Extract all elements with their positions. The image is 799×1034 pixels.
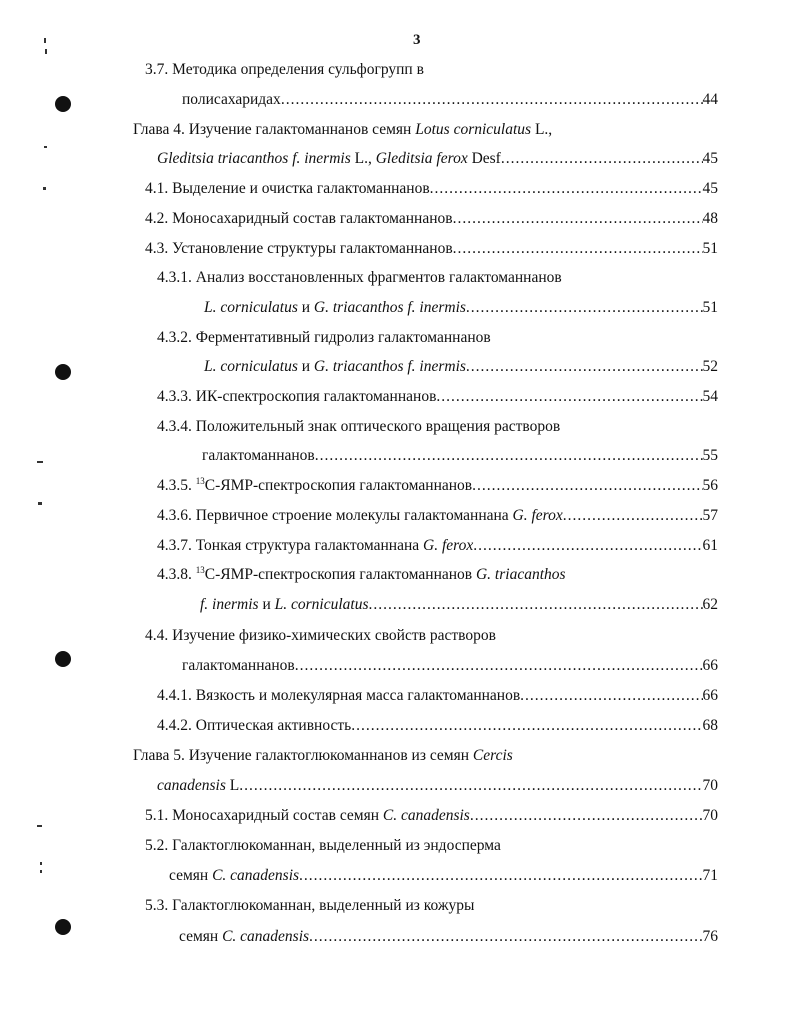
toc-4-4-title: 4.4. Изучение физико-химических свойств растворов bbox=[145, 627, 496, 644]
toc-entry-4-1[interactable] bbox=[145, 179, 718, 199]
toc-4-3-2-species-a: L. corniculatus bbox=[204, 358, 298, 375]
leader-dots bbox=[520, 686, 702, 706]
toc-4-4-1-page: 66 bbox=[702, 687, 718, 704]
toc-4-3-5-text: С-ЯМР-спектроскопия галактоманнанов bbox=[204, 477, 473, 494]
toc-entry-4-3-1[interactable] bbox=[204, 298, 718, 318]
leader-dots bbox=[239, 776, 702, 796]
toc-entry-3-7[interactable] bbox=[182, 90, 718, 110]
toc-entry-5-3[interactable] bbox=[179, 927, 718, 947]
toc-entry-4-3-3[interactable] bbox=[157, 387, 718, 407]
toc-4-3-2-title: 4.3.2. Ферментативный гидролиз галактоманнанов bbox=[157, 329, 491, 346]
toc-4-3-2-and: и bbox=[301, 358, 311, 375]
toc-4-3-5-num: 4.3.5. bbox=[157, 477, 192, 494]
toc-5-2-page: 71 bbox=[702, 867, 718, 884]
toc-5-2-cont: семян bbox=[169, 867, 209, 884]
leader-dots bbox=[368, 595, 702, 615]
toc-ch4-label: Глава 4. Изучение галактоманнанов семян bbox=[133, 121, 412, 138]
toc-ch4-title bbox=[133, 120, 552, 140]
toc-4-3-1-and: и bbox=[301, 299, 311, 316]
toc-ch4-species-2: Gleditsia triacanthos f. inermis bbox=[157, 150, 351, 167]
leader-dots bbox=[466, 357, 703, 377]
scan-speck bbox=[40, 870, 42, 873]
toc-4-3-text: 4.3. Установление структуры галактоманнанов bbox=[145, 240, 453, 257]
toc-entry-5-2[interactable] bbox=[169, 866, 718, 886]
leader-dots bbox=[466, 298, 703, 318]
toc-4-4-2-page: 68 bbox=[702, 717, 718, 734]
leader-dots bbox=[315, 446, 703, 466]
scan-speck bbox=[38, 502, 42, 505]
punch-hole-2 bbox=[55, 364, 71, 380]
scan-speck bbox=[44, 38, 46, 43]
scan-speck bbox=[40, 862, 42, 865]
toc-4-3-4-title: 4.3.4. Положительный знак оптического вращения растворов bbox=[157, 418, 561, 435]
toc-4-3-5-page: 56 bbox=[702, 477, 718, 494]
toc-4-3-1-title: 4.3.1. Анализ восстановленных фрагментов галактоманнанов bbox=[157, 269, 562, 286]
toc-ch4-species-1: Lotus corniculatus bbox=[415, 121, 532, 138]
leader-dots bbox=[436, 387, 702, 407]
toc-4-3-7-species: G. ferox bbox=[423, 537, 474, 554]
toc-4-3-1-species-a: L. corniculatus bbox=[204, 299, 298, 316]
toc-3-7-text: Методика определения сульфогрупп в bbox=[172, 61, 424, 78]
toc-ch4-species-3: Gleditsia ferox bbox=[375, 150, 468, 167]
toc-entry-4-3-2[interactable] bbox=[204, 357, 718, 377]
toc-4-3-2-page: 52 bbox=[702, 358, 718, 375]
punch-hole-1 bbox=[55, 96, 71, 112]
toc-4-3-8-and: и bbox=[262, 596, 271, 613]
toc-entry-4-3[interactable] bbox=[145, 239, 718, 259]
toc-entry-4-3-5[interactable] bbox=[157, 476, 718, 496]
toc-5-1-species: C. canadensis bbox=[382, 807, 470, 824]
leader-dots bbox=[351, 716, 702, 736]
toc-entry-4-3-4[interactable] bbox=[202, 446, 718, 466]
toc-3-7-page: 44 bbox=[702, 91, 718, 108]
leader-dots bbox=[473, 536, 702, 556]
toc-entry-4-3-6[interactable] bbox=[157, 506, 718, 526]
punch-hole-3 bbox=[55, 651, 71, 667]
toc-4-3-2-species-b: G. triacanthos f. inermis bbox=[313, 358, 466, 375]
toc-5-1-text: 5.1. Моносахаридный состав семян bbox=[145, 807, 379, 824]
toc-5-3-species: C. canadensis bbox=[222, 928, 310, 945]
toc-ch5-species-1: Cercis bbox=[472, 747, 513, 764]
toc-5-3-title: 5.3. Галактоглюкоманнан, выделенный из кожуры bbox=[145, 897, 475, 914]
leader-dots bbox=[453, 209, 703, 229]
leader-dots bbox=[295, 656, 703, 676]
toc-4-2-page: 48 bbox=[702, 210, 718, 227]
toc-ch5-page: 70 bbox=[702, 777, 718, 794]
page-number: 3 bbox=[413, 32, 421, 48]
toc-ch4-author-3: Desf bbox=[471, 150, 501, 167]
toc-4-3-4-cont: галактоманнанов bbox=[202, 447, 315, 464]
toc-4-3-8-sup: 13 bbox=[195, 565, 205, 575]
leader-dots bbox=[430, 179, 703, 199]
leader-dots bbox=[470, 806, 703, 826]
toc-ch4-page: 45 bbox=[702, 150, 718, 167]
toc-4-3-8-page: 62 bbox=[702, 596, 718, 613]
toc-entry-4-4-1[interactable] bbox=[157, 686, 718, 706]
toc-ch4-author-2: L., bbox=[354, 150, 372, 167]
toc-entry-4-3-8[interactable] bbox=[200, 595, 718, 615]
punch-hole-4 bbox=[55, 919, 71, 935]
toc-4-3-6-text: 4.3.6. Первичное строение молекулы галактоманнана bbox=[157, 507, 509, 524]
scan-speck bbox=[45, 49, 47, 54]
toc-4-3-7-page: 61 bbox=[702, 537, 718, 554]
toc-entry-4-4-2[interactable] bbox=[157, 716, 718, 736]
toc-ch4-author-1: L., bbox=[534, 121, 553, 138]
toc-5-1-page: 70 bbox=[702, 807, 718, 824]
toc-4-2-text: 4.2. Моносахаридный состав галактоманнанов bbox=[145, 210, 453, 227]
toc-3-7-cont: полисахаридах bbox=[182, 91, 281, 108]
toc-4-3-1-page: 51 bbox=[702, 299, 718, 316]
toc-entry-5-1[interactable] bbox=[145, 806, 718, 826]
toc-4-3-7-text: 4.3.7. Тонкая структура галактоманнана bbox=[157, 537, 420, 554]
toc-entry-ch4[interactable] bbox=[157, 149, 718, 169]
toc-5-3-page: 76 bbox=[702, 928, 718, 945]
toc-4-3-8-num: 4.3.8. bbox=[157, 566, 192, 583]
toc-3-7-title bbox=[145, 60, 424, 80]
toc-4-3-8-species-c: L. corniculatus bbox=[274, 596, 369, 613]
toc-4-4-cont: галактоманнанов bbox=[182, 657, 295, 674]
toc-4-1-page: 45 bbox=[702, 180, 718, 197]
toc-4-1-text: 4.1. Выделение и очистка галактоманнанов bbox=[145, 180, 430, 197]
toc-4-3-page: 51 bbox=[702, 240, 718, 257]
toc-ch5-title bbox=[133, 746, 513, 766]
toc-4-4-2-text: 4.4.2. Оптическая активность bbox=[157, 717, 352, 734]
toc-4-3-6-species: G. ferox bbox=[512, 507, 563, 524]
toc-4-3-8-text: С-ЯМР-спектроскопия галактоманнанов bbox=[204, 566, 473, 583]
leader-dots bbox=[472, 476, 702, 496]
leader-dots bbox=[309, 927, 702, 947]
toc-4-3-8-title bbox=[157, 565, 566, 585]
leader-dots bbox=[501, 149, 703, 169]
toc-4-3-3-text: 4.3.3. ИК-спектроскопия галактоманнанов bbox=[157, 388, 437, 405]
toc-ch5-species-2: canadensis bbox=[157, 777, 226, 794]
toc-5-3-cont: семян bbox=[179, 928, 219, 945]
toc-5-2-title: 5.2. Галактоглюкоманнан, выделенный из эндосперма bbox=[145, 837, 501, 854]
toc-entry-ch5[interactable] bbox=[157, 776, 718, 796]
toc-4-3-8-species-b: f. inermis bbox=[200, 596, 259, 613]
toc-4-3-4-page: 55 bbox=[702, 447, 718, 464]
scan-speck bbox=[37, 825, 42, 827]
toc-4-4-1-text: 4.4.1. Вязкость и молекулярная масса галактоманнанов bbox=[157, 687, 521, 704]
toc-4-3-1-species-b: G. triacanthos f. inermis bbox=[313, 299, 466, 316]
toc-4-3-3-page: 54 bbox=[702, 388, 718, 405]
toc-entry-4-3-7[interactable] bbox=[157, 536, 718, 556]
toc-ch5-label: Глава 5. Изучение галактоглюкоманнанов из семян bbox=[133, 747, 470, 764]
leader-dots bbox=[281, 90, 703, 110]
leader-dots bbox=[299, 866, 702, 886]
toc-4-3-5-sup: 13 bbox=[195, 476, 205, 486]
toc-3-7-num: 3.7. bbox=[145, 61, 169, 78]
toc-5-2-species: C. canadensis bbox=[212, 867, 300, 884]
scan-speck bbox=[44, 146, 47, 148]
toc-4-4-page: 66 bbox=[702, 657, 718, 674]
toc-entry-4-4[interactable] bbox=[182, 656, 718, 676]
leader-dots bbox=[563, 506, 703, 526]
toc-entry-4-2[interactable] bbox=[145, 209, 718, 229]
scan-speck bbox=[37, 461, 43, 463]
scan-speck bbox=[43, 187, 46, 190]
toc-4-3-6-page: 57 bbox=[702, 507, 718, 524]
toc-ch5-author: L bbox=[229, 777, 240, 794]
toc-4-3-8-species-a: G. triacanthos bbox=[475, 566, 566, 583]
leader-dots bbox=[453, 239, 703, 259]
